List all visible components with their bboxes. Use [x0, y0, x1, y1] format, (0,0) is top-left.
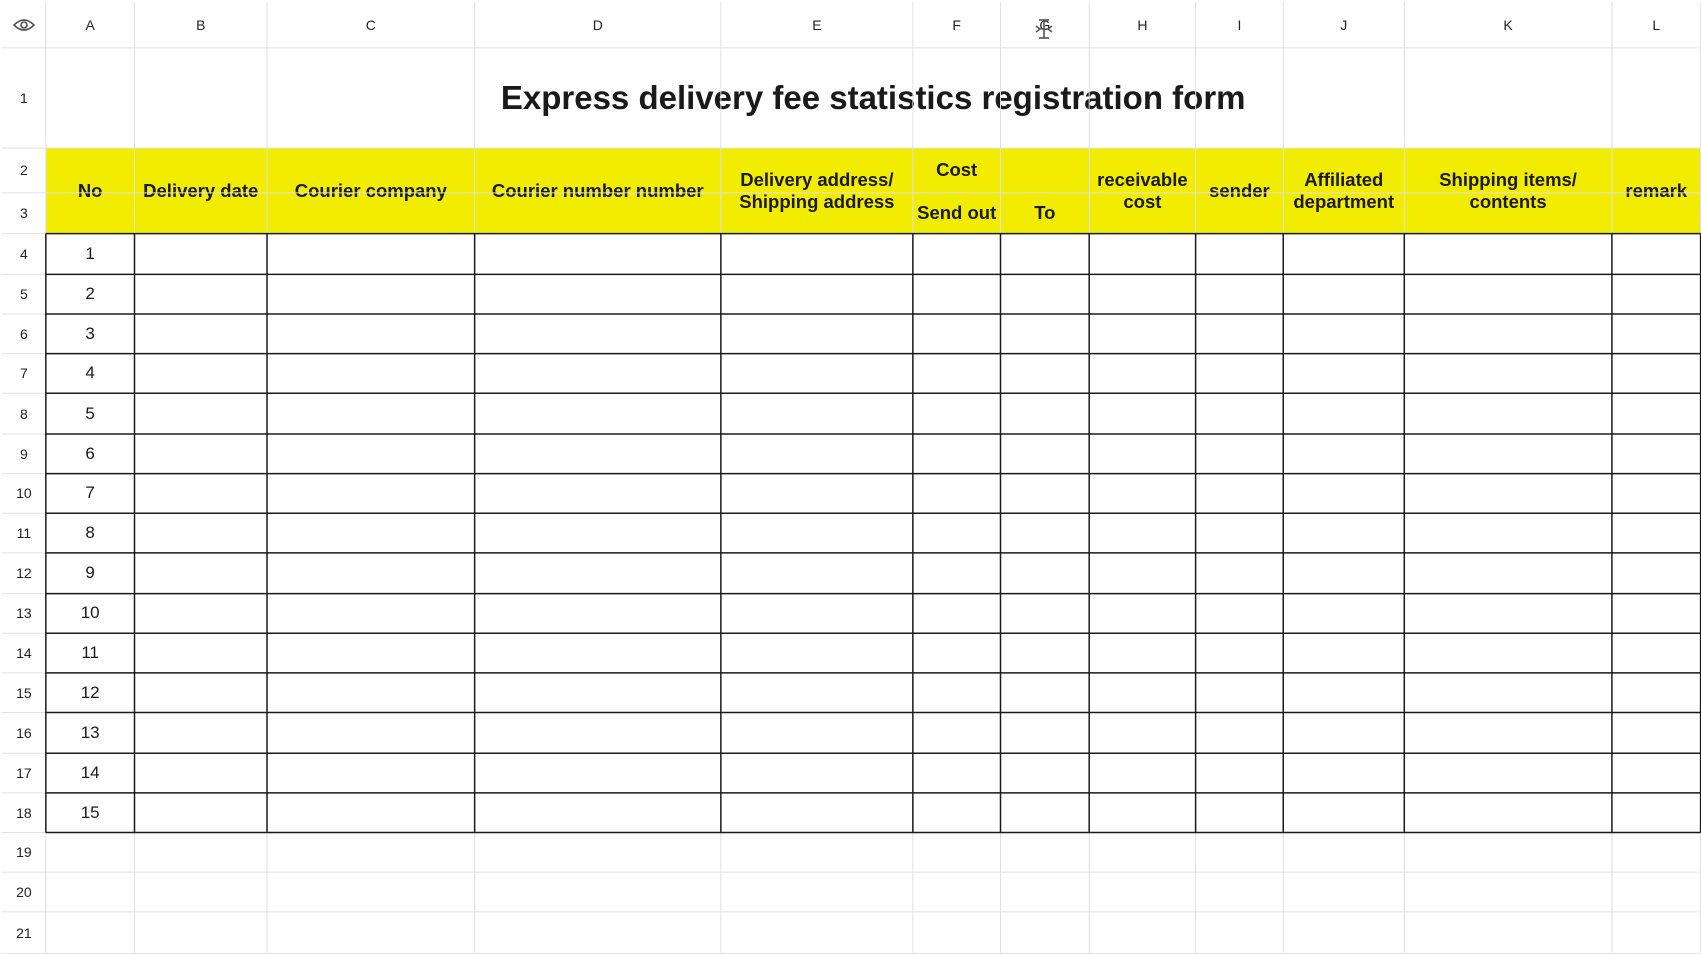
table-cell[interactable]	[135, 673, 268, 713]
empty-cell[interactable]	[135, 872, 268, 912]
row-header-20[interactable]: 20	[2, 872, 46, 912]
column-header-h[interactable]: H	[1089, 2, 1195, 48]
header-send-out[interactable]: Send out	[913, 193, 1001, 234]
table-cell[interactable]	[1612, 594, 1701, 634]
table-cell[interactable]	[135, 513, 268, 553]
header-sender[interactable]: sender	[1196, 148, 1284, 234]
table-cell[interactable]	[721, 393, 913, 434]
table-cell[interactable]	[135, 274, 268, 314]
table-cell[interactable]	[475, 434, 721, 474]
table-cell[interactable]	[1283, 673, 1404, 713]
table-cell[interactable]	[135, 474, 268, 514]
empty-cell[interactable]	[1283, 833, 1404, 873]
table-cell[interactable]	[135, 234, 268, 275]
table-cell[interactable]	[721, 234, 913, 275]
empty-cell[interactable]	[1404, 872, 1612, 912]
table-cell[interactable]	[1001, 393, 1090, 434]
table-cell[interactable]	[1089, 234, 1195, 275]
table-cell[interactable]	[1001, 594, 1090, 634]
table-cell[interactable]	[913, 434, 1001, 474]
table-cell[interactable]	[1283, 354, 1404, 394]
table-cell[interactable]	[1283, 393, 1404, 434]
table-cell[interactable]	[135, 553, 268, 594]
table-cell[interactable]	[1196, 274, 1284, 314]
row-header-10[interactable]: 10	[2, 474, 46, 514]
empty-cell[interactable]	[1283, 872, 1404, 912]
header-items[interactable]: Shipping items/ contents	[1404, 148, 1612, 234]
empty-cell[interactable]	[913, 912, 1001, 954]
table-cell[interactable]	[1404, 314, 1612, 354]
table-cell[interactable]	[721, 553, 913, 594]
select-all-corner[interactable]	[2, 2, 46, 48]
row-number-cell[interactable]: 15	[80, 802, 100, 822]
table-cell[interactable]	[1404, 793, 1612, 833]
table-cell[interactable]	[1283, 633, 1404, 673]
table-cell[interactable]	[135, 793, 268, 833]
row-number-cell[interactable]: 3	[85, 323, 95, 343]
table-cell[interactable]	[1001, 474, 1090, 514]
table-cell[interactable]	[1196, 393, 1284, 434]
table-cell[interactable]	[721, 513, 913, 553]
table-cell[interactable]	[475, 673, 721, 713]
table-cell[interactable]	[475, 553, 721, 594]
table-cell[interactable]	[1283, 314, 1404, 354]
table-cell[interactable]	[1612, 393, 1701, 434]
table-cell[interactable]	[135, 713, 268, 754]
header-delivery-date[interactable]: Delivery date	[135, 148, 268, 234]
empty-cell[interactable]	[475, 912, 721, 954]
table-cell[interactable]	[721, 673, 913, 713]
table-cell[interactable]	[1089, 713, 1195, 754]
table-cell[interactable]	[1089, 513, 1195, 553]
column-header-b[interactable]: B	[135, 2, 268, 48]
table-cell[interactable]	[721, 793, 913, 833]
table-cell[interactable]	[913, 713, 1001, 754]
table-cell[interactable]	[1283, 434, 1404, 474]
table-cell[interactable]	[1283, 713, 1404, 754]
empty-cell[interactable]	[1196, 872, 1284, 912]
table-cell[interactable]	[1089, 314, 1195, 354]
table-cell[interactable]	[475, 713, 721, 754]
empty-cell[interactable]	[1404, 833, 1612, 873]
row-header-21[interactable]: 21	[2, 912, 46, 954]
table-cell[interactable]	[1089, 594, 1195, 634]
table-cell[interactable]	[475, 274, 721, 314]
row-header-5[interactable]: 5	[2, 274, 46, 314]
table-cell[interactable]	[1612, 513, 1701, 553]
empty-cell[interactable]	[1404, 912, 1612, 954]
table-cell[interactable]	[721, 633, 913, 673]
table-cell[interactable]	[267, 753, 475, 793]
table-cell[interactable]	[1089, 753, 1195, 793]
column-header-g[interactable]: G	[1001, 2, 1090, 48]
table-cell[interactable]	[1283, 753, 1404, 793]
table-cell[interactable]	[1612, 274, 1701, 314]
table-cell[interactable]	[267, 354, 475, 394]
table-cell[interactable]	[913, 314, 1001, 354]
row-number-cell[interactable]: 5	[85, 403, 95, 423]
table-cell[interactable]	[475, 354, 721, 394]
row-header-2[interactable]: 2	[2, 148, 46, 193]
empty-cell[interactable]	[1001, 833, 1090, 873]
table-cell[interactable]	[1404, 434, 1612, 474]
empty-cell[interactable]	[135, 912, 268, 954]
table-cell[interactable]	[1001, 354, 1090, 394]
table-cell[interactable]	[1001, 753, 1090, 793]
row-header-17[interactable]: 17	[2, 753, 46, 793]
table-cell[interactable]	[267, 234, 475, 275]
table-cell[interactable]	[1404, 513, 1612, 553]
table-cell[interactable]	[1612, 793, 1701, 833]
table-cell[interactable]	[913, 354, 1001, 394]
table-cell[interactable]	[135, 594, 268, 634]
table-cell[interactable]	[1001, 793, 1090, 833]
table-cell[interactable]	[1089, 673, 1195, 713]
table-cell[interactable]	[1196, 234, 1284, 275]
header-receivable-cost[interactable]: receivable cost	[1089, 148, 1195, 234]
table-cell[interactable]	[1283, 474, 1404, 514]
row-number-cell[interactable]: 9	[85, 563, 95, 583]
table-cell[interactable]	[1001, 314, 1090, 354]
empty-cell[interactable]	[1196, 833, 1284, 873]
empty-cell[interactable]	[1001, 912, 1090, 954]
table-cell[interactable]	[135, 434, 268, 474]
table-cell[interactable]	[1001, 713, 1090, 754]
header-cost-blank[interactable]	[1001, 148, 1090, 193]
table-cell[interactable]	[1404, 633, 1612, 673]
header-department[interactable]: Affiliated department	[1283, 148, 1404, 234]
table-cell[interactable]	[1283, 274, 1404, 314]
table-cell[interactable]	[1196, 633, 1284, 673]
table-cell[interactable]	[1612, 314, 1701, 354]
empty-cell[interactable]	[267, 912, 475, 954]
column-header-k[interactable]: K	[1404, 2, 1612, 48]
table-cell[interactable]	[267, 793, 475, 833]
empty-cell[interactable]	[267, 872, 475, 912]
empty-cell[interactable]	[721, 872, 913, 912]
table-cell[interactable]	[267, 713, 475, 754]
table-cell[interactable]	[475, 393, 721, 434]
table-cell[interactable]	[1196, 354, 1284, 394]
table-cell[interactable]	[913, 513, 1001, 553]
empty-cell[interactable]	[1089, 872, 1195, 912]
table-cell[interactable]	[267, 393, 475, 434]
column-header-f[interactable]: F	[913, 2, 1001, 48]
table-cell[interactable]	[1404, 594, 1612, 634]
table-cell[interactable]	[267, 434, 475, 474]
empty-cell[interactable]	[913, 833, 1001, 873]
table-cell[interactable]	[913, 633, 1001, 673]
empty-cell[interactable]	[1283, 912, 1404, 954]
row-header-15[interactable]: 15	[2, 673, 46, 713]
table-cell[interactable]	[913, 553, 1001, 594]
table-cell[interactable]	[1089, 274, 1195, 314]
row-header-13[interactable]: 13	[2, 594, 46, 634]
table-cell[interactable]	[1283, 234, 1404, 275]
table-cell[interactable]	[721, 354, 913, 394]
table-cell[interactable]	[135, 354, 268, 394]
empty-cell[interactable]	[1001, 872, 1090, 912]
table-cell[interactable]	[1196, 513, 1284, 553]
empty-cell[interactable]	[46, 833, 135, 873]
row-header-4[interactable]: 4	[2, 234, 46, 275]
empty-cell[interactable]	[475, 872, 721, 912]
table-cell[interactable]	[267, 553, 475, 594]
table-cell[interactable]	[475, 314, 721, 354]
table-cell[interactable]	[1283, 594, 1404, 634]
table-cell[interactable]	[267, 513, 475, 553]
table-cell[interactable]	[1001, 274, 1090, 314]
row-number-cell[interactable]: 14	[80, 763, 100, 783]
table-cell[interactable]	[475, 474, 721, 514]
row-header-12[interactable]: 12	[2, 553, 46, 594]
table-cell[interactable]	[1196, 434, 1284, 474]
table-cell[interactable]	[1612, 234, 1701, 275]
header-address[interactable]: Delivery address/ Shipping address	[721, 148, 913, 234]
row-header-19[interactable]: 19	[2, 833, 46, 873]
table-cell[interactable]	[1283, 553, 1404, 594]
header-no[interactable]: No	[46, 148, 135, 234]
table-cell[interactable]	[913, 594, 1001, 634]
row-number-cell[interactable]: 1	[85, 243, 95, 263]
table-cell[interactable]	[1089, 434, 1195, 474]
table-cell[interactable]	[913, 393, 1001, 434]
column-resize-cursor-icon	[1033, 18, 1055, 40]
row-number-cell[interactable]: 6	[85, 443, 95, 463]
table-cell[interactable]	[1404, 393, 1612, 434]
row-number-cell[interactable]: 7	[85, 483, 95, 503]
table-cell[interactable]	[1001, 673, 1090, 713]
table-cell[interactable]	[1404, 553, 1612, 594]
table-cell[interactable]	[1404, 234, 1612, 275]
table-cell[interactable]	[1404, 274, 1612, 314]
table-cell[interactable]	[1283, 793, 1404, 833]
empty-cell[interactable]	[135, 833, 268, 873]
table-cell[interactable]	[475, 793, 721, 833]
table-cell[interactable]	[1404, 713, 1612, 754]
table-cell[interactable]	[1196, 673, 1284, 713]
table-cell[interactable]	[1404, 673, 1612, 713]
column-header-e[interactable]: E	[721, 2, 913, 48]
header-courier-company[interactable]: Courier company	[267, 148, 475, 234]
table-cell[interactable]	[1089, 354, 1195, 394]
row-number-cell[interactable]: 11	[81, 643, 99, 663]
table-cell[interactable]	[1001, 633, 1090, 673]
table-cell[interactable]	[1089, 553, 1195, 594]
table-cell[interactable]	[913, 673, 1001, 713]
table-cell[interactable]	[1089, 793, 1195, 833]
row-header-8[interactable]: 8	[2, 393, 46, 434]
row-header-6[interactable]: 6	[2, 314, 46, 354]
column-header-i[interactable]: I	[1196, 2, 1284, 48]
empty-cell[interactable]	[475, 833, 721, 873]
row-number-cell[interactable]: 13	[80, 722, 100, 742]
table-cell[interactable]	[1001, 234, 1090, 275]
table-cell[interactable]	[267, 314, 475, 354]
table-cell[interactable]	[721, 713, 913, 754]
table-cell[interactable]	[1089, 474, 1195, 514]
table-cell[interactable]	[475, 594, 721, 634]
row-number-cell[interactable]: 8	[85, 523, 95, 543]
table-cell[interactable]	[1001, 434, 1090, 474]
eye-icon	[13, 18, 35, 32]
table-cell[interactable]	[721, 434, 913, 474]
spreadsheet	[2, 2, 1688, 950]
row-number-cell[interactable]: 4	[85, 363, 95, 383]
empty-cell[interactable]	[46, 872, 135, 912]
empty-cell[interactable]	[1612, 912, 1701, 954]
table-cell[interactable]	[721, 474, 913, 514]
row-number-cell[interactable]: 2	[85, 284, 95, 304]
header-courier-number[interactable]: Courier number number	[475, 148, 721, 234]
table-cell[interactable]	[1196, 753, 1284, 793]
table-cell[interactable]	[1612, 753, 1701, 793]
table-cell[interactable]	[1283, 513, 1404, 553]
table-cell[interactable]	[1196, 713, 1284, 754]
column-header-c[interactable]: C	[267, 2, 475, 48]
table-cell[interactable]	[135, 753, 268, 793]
row-header-9[interactable]: 9	[2, 434, 46, 474]
empty-cell[interactable]	[1089, 912, 1195, 954]
table-cell[interactable]	[1404, 354, 1612, 394]
column-header-a[interactable]: A	[46, 2, 135, 48]
empty-cell[interactable]	[1612, 833, 1701, 873]
table-cell[interactable]	[1001, 553, 1090, 594]
row-header-14[interactable]: 14	[2, 633, 46, 673]
table-cell[interactable]	[267, 274, 475, 314]
table-cell[interactable]	[475, 513, 721, 553]
empty-cell[interactable]	[267, 833, 475, 873]
table-cell[interactable]	[1612, 474, 1701, 514]
empty-cell[interactable]	[1089, 833, 1195, 873]
table-cell[interactable]	[1612, 553, 1701, 594]
table-cell[interactable]	[1612, 673, 1701, 713]
table-cell[interactable]	[1404, 753, 1612, 793]
table-cell[interactable]	[1612, 434, 1701, 474]
empty-cell[interactable]	[1612, 872, 1701, 912]
row-header-3[interactable]: 3	[2, 193, 46, 234]
table-cell[interactable]	[1196, 553, 1284, 594]
table-cell[interactable]	[475, 234, 721, 275]
row-number-cell[interactable]: 12	[80, 682, 100, 702]
empty-cell[interactable]	[913, 872, 1001, 912]
row-header-7[interactable]: 7	[2, 354, 46, 394]
table-cell[interactable]	[721, 314, 913, 354]
table-cell[interactable]	[913, 234, 1001, 275]
table-cell[interactable]	[135, 393, 268, 434]
table-cell[interactable]	[1196, 314, 1284, 354]
table-cell[interactable]	[475, 753, 721, 793]
row-number-cell[interactable]: 10	[80, 603, 100, 623]
table-cell[interactable]	[1612, 354, 1701, 394]
table-cell[interactable]	[1612, 713, 1701, 754]
table-cell[interactable]	[475, 633, 721, 673]
empty-cell[interactable]	[46, 912, 135, 954]
table-cell[interactable]	[1001, 513, 1090, 553]
table-cell[interactable]	[913, 274, 1001, 314]
table-cell[interactable]	[267, 633, 475, 673]
table-cell[interactable]	[267, 673, 475, 713]
table-cell[interactable]	[135, 633, 268, 673]
table-cell[interactable]	[721, 274, 913, 314]
table-cell[interactable]	[1089, 633, 1195, 673]
table-cell[interactable]	[721, 753, 913, 793]
header-to[interactable]: To	[1001, 193, 1090, 234]
column-header-d[interactable]: D	[475, 2, 721, 48]
row-header-18[interactable]: 18	[2, 793, 46, 833]
empty-cell[interactable]	[1196, 912, 1284, 954]
table-cell[interactable]	[913, 793, 1001, 833]
table-cell[interactable]	[267, 594, 475, 634]
table-cell[interactable]	[1196, 594, 1284, 634]
table-cell[interactable]	[1404, 474, 1612, 514]
table-cell[interactable]	[1196, 793, 1284, 833]
table-cell[interactable]	[135, 314, 268, 354]
header-cost[interactable]: Cost	[913, 148, 1001, 193]
row-header-11[interactable]: 11	[2, 513, 46, 553]
table-cell[interactable]	[1196, 474, 1284, 514]
empty-cell[interactable]	[721, 912, 913, 954]
column-header-l[interactable]: L	[1612, 2, 1701, 48]
table-cell[interactable]	[1089, 393, 1195, 434]
column-header-j[interactable]: J	[1283, 2, 1404, 48]
sheet-title[interactable]: Express delivery fee statistics registration form	[500, 78, 1246, 116]
table-cell[interactable]	[913, 753, 1001, 793]
table-cell[interactable]	[1612, 633, 1701, 673]
header-remark[interactable]: remark	[1612, 148, 1701, 234]
table-cell[interactable]	[913, 474, 1001, 514]
table-cell[interactable]	[721, 594, 913, 634]
row-header-1[interactable]: 1	[2, 48, 46, 148]
empty-cell[interactable]	[721, 833, 913, 873]
table-cell[interactable]	[267, 474, 475, 514]
row-header-16[interactable]: 16	[2, 713, 46, 754]
